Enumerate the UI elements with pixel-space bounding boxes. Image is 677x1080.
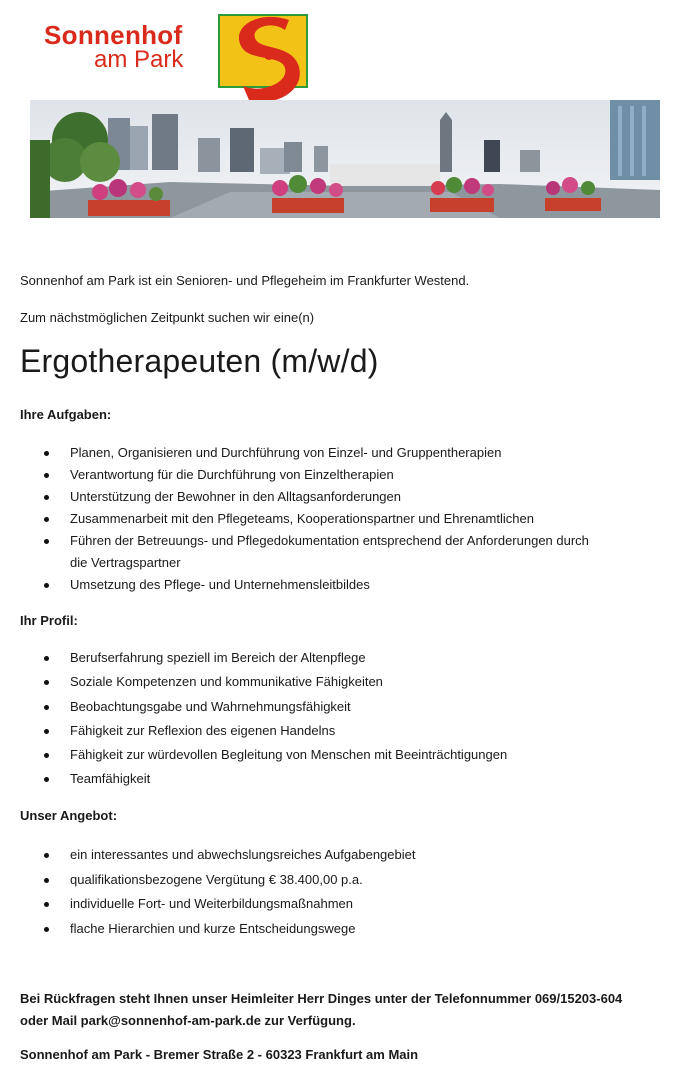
offer-list [0,843,660,941]
tasks-list [0,442,660,596]
section-title-profile: Ihr Profil: [20,613,78,628]
list-item: flache Hierarchien und kurze Entscheidungswege [0,917,660,942]
list-item: Planen, Organisieren und Durchführung von Einzel- und Gruppentherapien [0,442,660,464]
bullet-icon [44,902,49,907]
logo [44,10,314,102]
bullet-icon [44,539,49,544]
list-item: Unterstützung der Bewohner in den Alltagsanforderungen [0,486,660,508]
list-item: qualifikationsbezogene Vergütung € 38.400,00 p.a. [0,868,660,893]
logo-s-icon [219,10,315,102]
list-item: Teamfähigkeit [0,767,660,791]
intro-text-2: Zum nächstmöglichen Zeitpunkt suchen wir eine(n) [20,310,315,325]
list-item: Fähigkeit zur Reflexion des eigenen Handelns [0,719,660,743]
bullet-icon [44,777,49,782]
logo-line2: am Park [94,46,184,73]
list-item: Soziale Kompetenzen und kommunikative Fähigkeiten [0,670,660,694]
bullet-icon [44,927,49,932]
section-title-tasks: Ihre Aufgaben: [20,407,112,422]
list-item: Berufserfahrung speziell im Bereich der Altenpflege [0,646,660,670]
bullet-icon [44,451,49,456]
list-item: ein interessantes und abwechslungsreiches Aufgabengebiet [0,843,660,868]
banner-photo [30,100,660,218]
list-item: Verantwortung für die Durchführung von Einzeltherapien [0,464,660,486]
list-item: Zusammenarbeit mit den Pflegeteams, Kooperationspartner und Ehrenamtlichen [0,508,660,530]
contact-text: Bei Rückfragen steht Ihnen unser Heimleiter Herr Dinges unter der Telefonnummer 069/15203-604 [20,991,623,1006]
bullet-icon [44,878,49,883]
list-item: individuelle Fort- und Weiterbildungsmaßnahmen [0,892,660,917]
bullet-icon [44,729,49,734]
bullet-icon [44,495,49,500]
list-item: Fähigkeit zur würdevollen Begleitung von Menschen mit Beeinträchtigungen [0,743,660,767]
bullet-icon [44,853,49,858]
logo-line1: Sonnenhof [44,20,183,50]
bullet-icon [44,680,49,685]
intro-text: Sonnenhof am Park ist ein Senioren- und Pflegeheim im Frankfurter Westend. [20,273,470,288]
list-item-continuation: die Vertragspartner [70,555,181,570]
contact-mail-text: oder Mail park@sonnenhof-am-park.de zur Verfügung. [20,1013,356,1028]
bullet-icon [44,753,49,758]
bullet-icon [44,517,49,522]
bullet-icon [44,473,49,478]
bullet-icon [44,583,49,588]
list-item: Umsetzung des Pflege- und Unternehmensleitbildes [0,574,660,596]
section-title-offer: Unser Angebot: [20,808,118,823]
list-item: Führen der Betreuungs- und Pflegedokumentation entsprechend der Anforderungen durch [0,530,660,552]
bullet-icon [44,705,49,710]
bullet-icon [44,656,49,661]
address-text: Sonnenhof am Park - Bremer Straße 2 - 60323 Frankfurt am Main [20,1047,419,1062]
profile-list [0,646,660,792]
job-title: Ergotherapeuten (m/w/d) [20,343,379,379]
list-item: Beobachtungsgabe und Wahrnehmungsfähigkeit [0,695,660,719]
